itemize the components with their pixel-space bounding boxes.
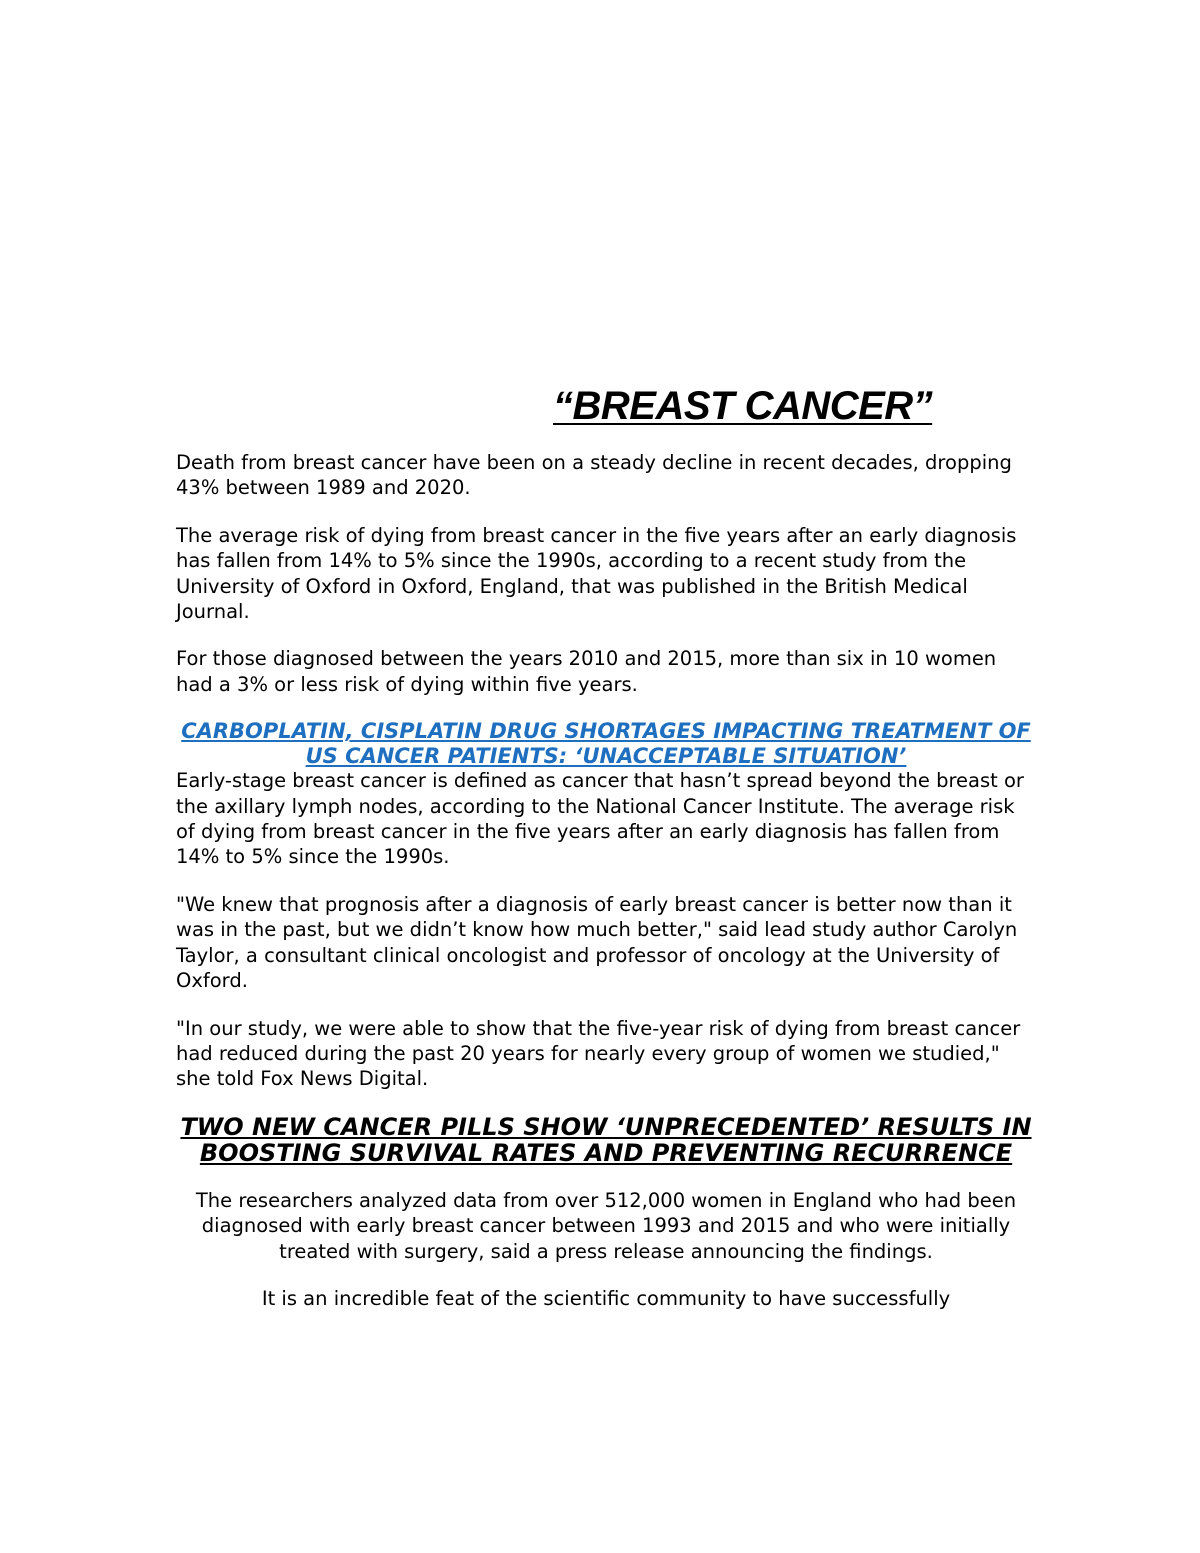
paragraph-researchers-analyzed: The researchers analyzed data from over 512,000 women in England who had been diagnosed with early breast cancer between 1993 and 2015 and who were initially treated with surgery, said a press release announcing the findings. <box>195 1188 1017 1263</box>
paragraph-incredible-feat: It is an incredible feat of the scientific community to have successfully <box>261 1286 951 1310</box>
document-body <box>176 450 1036 1333</box>
paragraph-taylor-quote: "We knew that prognosis after a diagnosis of early breast cancer is better now than it was in the past, but we didn’t know how much better," said lead study author Carolyn Taylor, a consultant clinical oncologist and professor of oncology at the University of Oxford. <box>176 892 1018 993</box>
paragraph-study-quote: "In our study, we were able to show that the five-year risk of dying from breast cancer had reduced during the past 20 years for nearly every group of women we studied," she told Fox News Digital. <box>176 1016 1021 1091</box>
paragraph-early-stage-definition: Early-stage breast cancer is defined as cancer that hasn’t spread beyond the breast or the axillary lymph nodes, according to the National Cancer Institute. The average risk of dying from breast cancer in the five years after an early diagnosis has fallen from 14% to 5% since the 1990s. <box>176 769 1024 869</box>
paragraph-decline: Death from breast cancer have been on a steady decline in recent decades, dropping 43% between 1989 and 2020. <box>176 451 1012 500</box>
paragraph-average-risk: The average risk of dying from breast cancer in the five years after an early diagnosis has fallen from 14% to 5% since the 1990s, according to a recent study from the University of Oxford in Oxford, England, that was published in the British Medical Journal. <box>176 523 1017 624</box>
document-title: “BREAST CANCER” <box>553 384 933 428</box>
paragraph-diagnosed-2010-2015: For those diagnosed between the years 2010 and 2015, more than six in 10 women had a 3% or less risk of dying within five years. <box>176 647 997 696</box>
drug-shortage-link-heading[interactable]: CARBOPLATIN, CISPLATIN DRUG SHORTAGES IMPACTING TREATMENT OF US CANCER PATIENTS: ‘UNACCEPTABLE SITUATION’ <box>181 719 1031 768</box>
cancer-pills-heading: TWO NEW CANCER PILLS SHOW ‘UNPRECEDENTED’ RESULTS IN BOOSTING SURVIVAL RATES AND PREVENTING RECURRENCE <box>180 1112 1032 1167</box>
